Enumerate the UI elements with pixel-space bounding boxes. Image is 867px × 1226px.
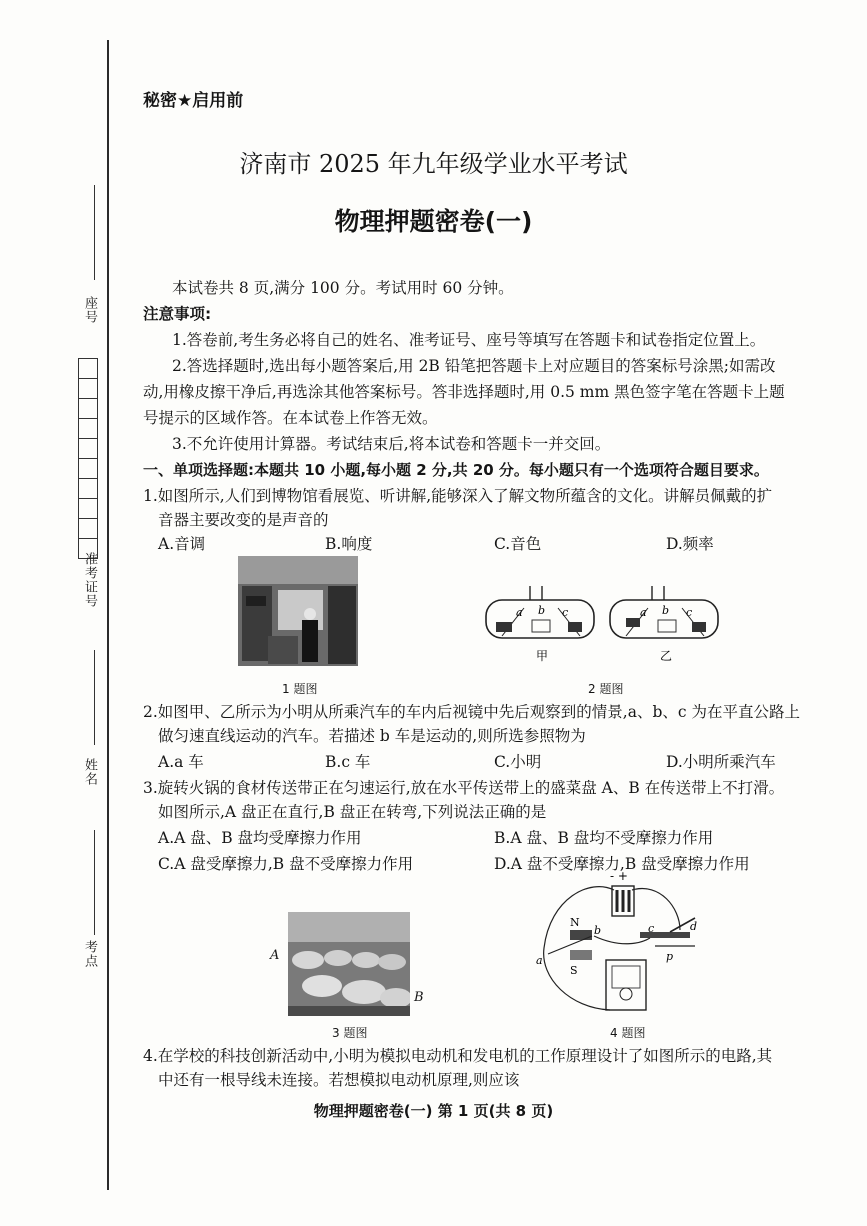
mirror2-label-b: b bbox=[662, 604, 670, 617]
magnet-south: S bbox=[570, 964, 578, 977]
q3-option-a: A.A 盘、B 盘均受摩擦力作用 bbox=[158, 829, 362, 847]
instruction-item-1: 1.答卷前,考生务必将自己的姓名、准考证号、座号等填写在答题卡和试卷指定位置上。 bbox=[172, 331, 766, 349]
q2-option-b: B.c 车 bbox=[325, 753, 371, 771]
confidential-mark: 秘密★启用前 bbox=[143, 91, 244, 111]
mirror-left-label: 甲 bbox=[536, 649, 549, 663]
question-1-stem-cont: 音器主要改变的是声音的 bbox=[158, 511, 329, 529]
figure-3-caption: 3 题图 bbox=[332, 1026, 368, 1040]
instruction-item-2: 2.答选择题时,选出每小题答案后,用 2B 铅笔把答题卡上对应题目的答案标号涂黑;如需改 bbox=[172, 357, 776, 375]
wire-end-a: a bbox=[536, 954, 543, 967]
q1-option-c: C.音色 bbox=[494, 535, 542, 553]
name-label: 姓名 bbox=[82, 758, 97, 786]
section-heading: 一、单项选择题:本题共 10 小题,每小题 2 分,共 20 分。每小题只有一个选项符合题目要求。 bbox=[143, 461, 769, 479]
wire-end-b: b bbox=[594, 924, 602, 937]
question-3-stem-cont: 如图所示,A 盘正在直行,B 盘正在转弯,下列说法正确的是 bbox=[158, 803, 547, 821]
conveyor-photo bbox=[288, 912, 410, 1016]
q2-option-d: D.小明所乘汽车 bbox=[666, 753, 776, 771]
mirror2-label-c: c bbox=[686, 606, 693, 619]
question-4-stem: 4.在学校的科技创新活动中,小明为模拟电动机和发电机的工作原理设计了如图所示的电路,其 bbox=[143, 1047, 773, 1065]
q3-option-b: B.A 盘、B 盘均不受摩擦力作用 bbox=[494, 829, 714, 847]
instructions-summary: 本试卷共 8 页,满分 100 分。考试用时 60 分钟。 bbox=[172, 279, 514, 297]
q3-option-c: C.A 盘受摩擦力,B 盘不受摩擦力作用 bbox=[158, 855, 414, 873]
question-3-stem: 3.旋转火锅的食材传送带正在匀速运行,放在水平传送带上的盛菜盘 A、B 在传送带上不打滑。 bbox=[143, 779, 785, 797]
fig3-label-b: B bbox=[414, 990, 424, 1005]
magnet-north: N bbox=[570, 916, 580, 929]
venue-rule bbox=[94, 830, 95, 935]
ticket-number-label: 准考证号 bbox=[82, 552, 97, 608]
instruction-item-2-end: 号提示的区域作答。在本试卷上作答无效。 bbox=[143, 409, 438, 427]
switch-terminal-c: c bbox=[648, 922, 655, 935]
q1-option-b: B.响度 bbox=[325, 535, 373, 553]
ticket-number-boxes bbox=[78, 358, 98, 559]
q2-option-c: C.小明 bbox=[494, 753, 542, 771]
instruction-item-3: 3.不允许使用计算器。考试结束后,将本试卷和答题卡一并交回。 bbox=[172, 435, 611, 453]
mirror1-label-a: a bbox=[516, 606, 523, 619]
exam-title: 济南市 2025 年九年级学业水平考试 bbox=[239, 150, 628, 178]
name-rule bbox=[94, 650, 95, 745]
museum-photo bbox=[238, 556, 358, 666]
figure-4-caption: 4 题图 bbox=[610, 1026, 646, 1040]
q1-option-d: D.频率 bbox=[666, 535, 714, 553]
exam-subtitle: 物理押题密卷(一) bbox=[334, 207, 533, 236]
question-2-stem: 2.如图甲、乙所示为小明从所乘汽车的车内后视镜中先后观察到的情景,a、b、c 为在平直公路上 bbox=[143, 703, 800, 721]
mirror1-label-c: c bbox=[562, 606, 569, 619]
figure-2-caption: 2 题图 bbox=[588, 682, 624, 696]
mirror-right-label: 乙 bbox=[660, 649, 673, 663]
q2-option-a: A.a 车 bbox=[158, 753, 204, 771]
switch-terminal-d: d bbox=[690, 920, 698, 933]
fig3-label-a: A bbox=[270, 948, 280, 963]
mirror1-label-b: b bbox=[538, 604, 546, 617]
q1-option-a: A.音调 bbox=[158, 535, 206, 553]
switch-terminal-p: p bbox=[666, 950, 674, 963]
rearview-mirror-figure bbox=[480, 586, 730, 670]
venue-label: 考点 bbox=[82, 940, 97, 968]
battery-polarity: - + bbox=[610, 869, 628, 883]
q3-option-d: D.A 盘不受摩擦力,B 盘受摩擦力作用 bbox=[494, 855, 750, 873]
mirror2-label-a: a bbox=[640, 606, 647, 619]
instruction-item-2-cont: 动,用橡皮擦干净后,再选涂其他答案标号。答非选择题时,用 0.5 mm 黑色签字笔在答题卡上题 bbox=[143, 383, 785, 401]
page-footer: 物理押题密卷(一) 第 1 页(共 8 页) bbox=[313, 1102, 554, 1120]
instructions-heading: 注意事项: bbox=[143, 305, 212, 323]
circuit-diagram bbox=[530, 868, 720, 1020]
question-1-stem: 1.如图所示,人们到博物馆看展览、听讲解,能够深入了解文物所蕴含的文化。讲解员佩戴的扩 bbox=[143, 487, 773, 505]
question-2-stem-cont: 做匀速直线运动的汽车。若描述 b 车是运动的,则所选参照物为 bbox=[158, 727, 586, 745]
figure-1-caption: 1 题图 bbox=[282, 682, 318, 696]
question-4-stem-cont: 中还有一根导线未连接。若想模拟电动机原理,则应该 bbox=[158, 1071, 520, 1089]
seat-label: 座号 bbox=[82, 296, 97, 324]
